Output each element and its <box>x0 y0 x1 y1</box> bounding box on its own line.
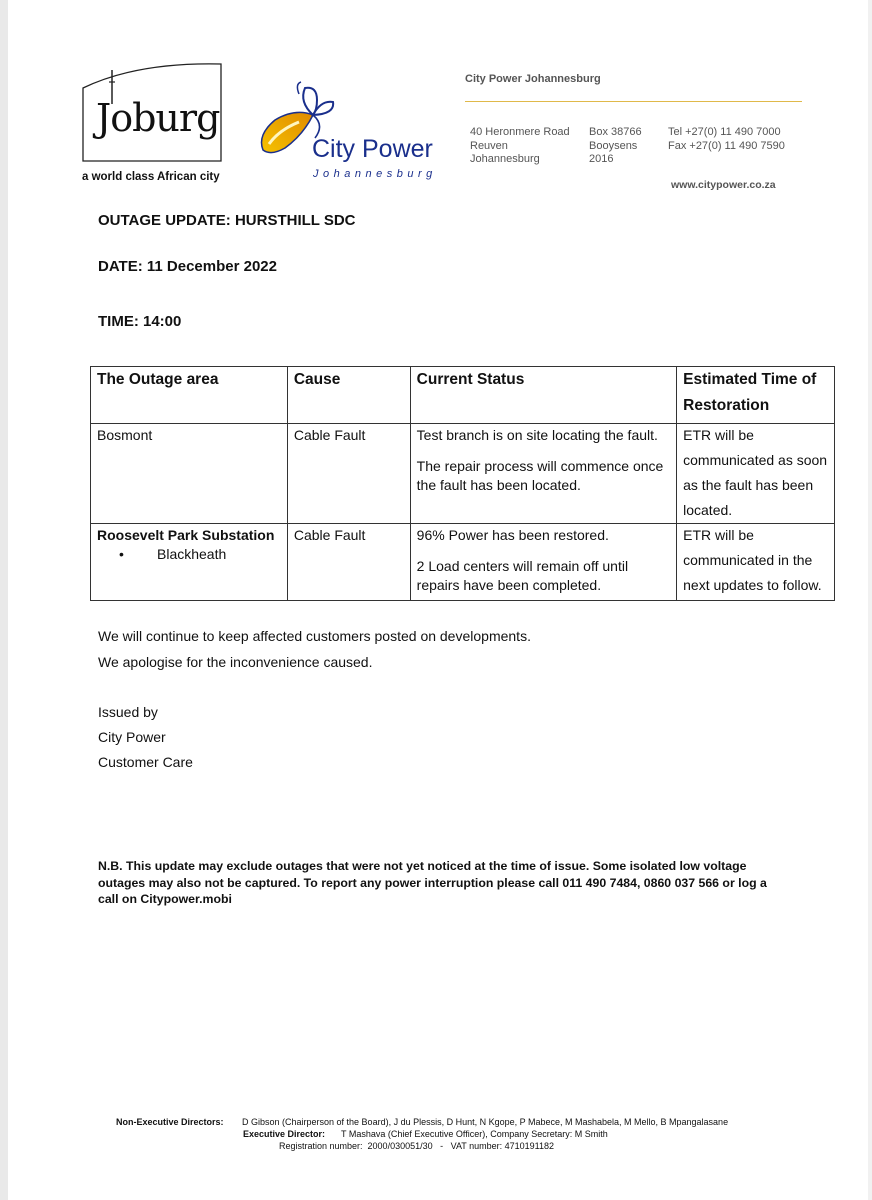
etr-text: ETR will be communicated in the next updates to follow. <box>683 527 822 593</box>
table-row <box>91 424 835 524</box>
page-edge-right <box>868 0 872 1200</box>
issued-org: City Power <box>98 729 166 745</box>
address-line: Johannesburg <box>470 153 540 165</box>
area-sub-item <box>97 545 281 564</box>
footer-reg-text: Registration number: 2000/030051/30 - VAT number: 4710191182 <box>279 1141 555 1151</box>
fax-line: Fax +27(0) 11 490 7590 <box>668 139 785 152</box>
nb-note: N.B. This update may exclude outages that were not yet noticed at the time of issue. Some isolated low voltage outages may also not be captured. To report any power interruption please call 011 490 7484, 0860 037 566 or log a call on Citypower.mobi <box>98 859 767 906</box>
postal-line: Box 38766 <box>589 126 642 138</box>
document-date: DATE: 11 December 2022 <box>98 258 277 275</box>
table-row <box>91 524 835 601</box>
cell-status <box>410 424 676 524</box>
letterhead-company: City Power Johannesburg <box>465 73 601 85</box>
joburg-logo-text: Joburg <box>96 96 220 140</box>
header-current-status: Current Status <box>410 367 676 424</box>
cell-cause: Cable Fault <box>287 524 410 601</box>
joburg-tagline: a world class African city <box>82 171 220 183</box>
letterhead-website: www.citypower.co.za <box>671 179 776 191</box>
cell-etr <box>677 524 835 601</box>
status-line: The repair process will commence once the fault has been located. <box>416 458 664 493</box>
header-etr: Estimated Time of Restoration <box>677 367 835 424</box>
bullet-icon: • <box>119 546 124 562</box>
cell-area <box>91 524 288 601</box>
citypower-logo-text: City Power <box>312 135 433 163</box>
header-cause: Cause <box>287 367 410 424</box>
document-title: OUTAGE UPDATE: HURSTHILL SDC <box>98 212 356 229</box>
status-line: 2 Load centers will remain off until repairs have been completed. <box>416 558 629 593</box>
cell-etr <box>677 424 835 524</box>
letterhead-address <box>470 126 570 167</box>
footer-ned-names: D Gibson (Chairperson of the Board), J du Plessis, D Hunt, N Kgope, P Mabece, M Mashabela, M Mello, B Mpangalasane <box>242 1117 729 1127</box>
footer-ed-names: T Mashava (Chief Executive Officer), Company Secretary: M Smith <box>341 1129 608 1139</box>
closing-line: We will continue to keep affected customers posted on developments. <box>98 628 531 644</box>
phone-line: Tel +27(0) 11 490 7000 <box>668 126 781 138</box>
postal-line: Booysens <box>589 139 638 152</box>
document-time: TIME: 14:00 <box>98 313 182 330</box>
footer-ed-label: Executive Director: <box>243 1129 326 1139</box>
status-line: 96% Power has been restored. <box>416 527 609 543</box>
status-line: Test branch is on site locating the fault. <box>416 427 658 443</box>
area-name: Roosevelt Park Substation <box>97 527 275 543</box>
outage-table <box>90 366 835 601</box>
address-line: 40 Heronmere Road <box>470 126 570 138</box>
letterhead-phone <box>668 126 785 153</box>
table-header-row <box>91 367 835 424</box>
address-line: Reuven <box>470 139 508 152</box>
etr-text: ETR will be communicated as soon as the fault has been located. <box>683 427 828 518</box>
closing-line: We apologise for the inconvenience caused. <box>98 654 373 670</box>
header-outage-area: The Outage area <box>91 367 288 424</box>
footer-ned-label: Non-Executive Directors: <box>116 1117 224 1127</box>
cell-status <box>410 524 676 601</box>
issued-by: Issued by <box>98 704 158 720</box>
area-sub-label: Blackheath <box>157 546 227 562</box>
issued-dept: Customer Care <box>98 754 193 770</box>
citypower-logo-subtitle: Johannesburg <box>313 168 437 180</box>
cell-area <box>91 424 288 524</box>
postal-line: 2016 <box>589 153 614 165</box>
cell-cause: Cable Fault <box>287 424 410 524</box>
letterhead-postal <box>589 126 642 167</box>
page-edge <box>0 0 8 1200</box>
area-name: Bosmont <box>97 427 153 443</box>
letterhead-divider <box>465 101 802 102</box>
